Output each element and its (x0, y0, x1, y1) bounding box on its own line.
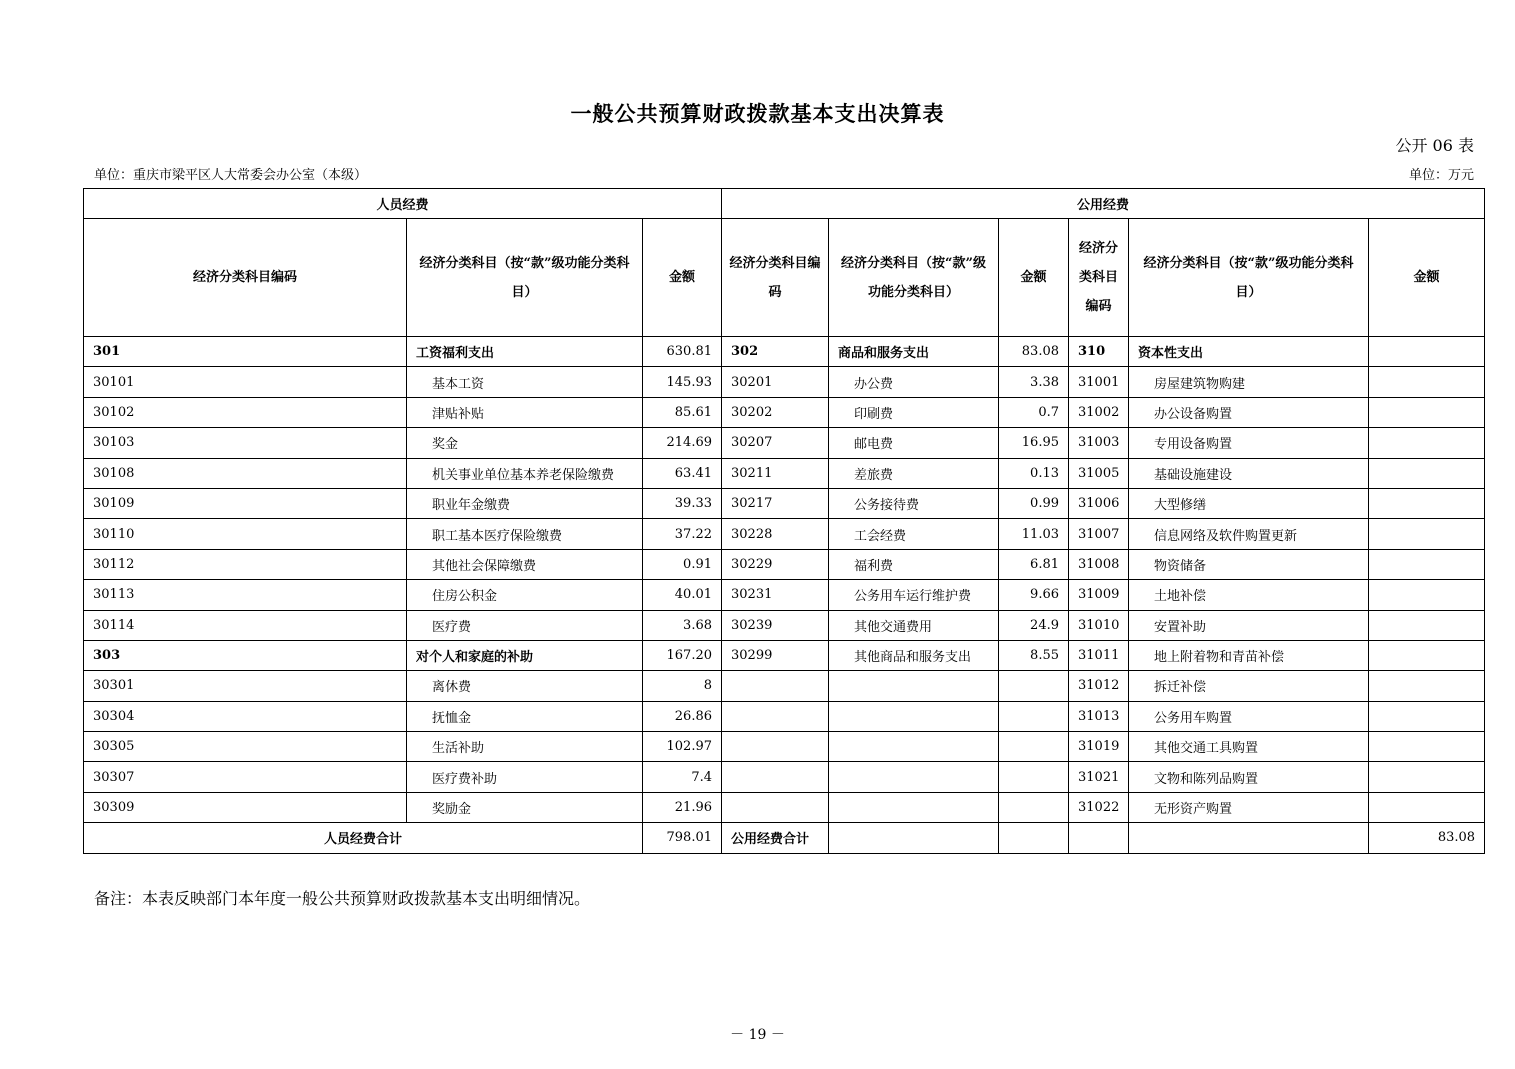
personnel-total-value: 798.01 (643, 823, 722, 853)
cell-name: 奖金 (407, 428, 643, 458)
cell-name-2: 福利费 (829, 549, 999, 579)
cell-amount-3 (1369, 337, 1485, 367)
cell-code: 30102 (84, 397, 407, 427)
cell-amount: 21.96 (643, 792, 722, 822)
page-title: 一般公共预算财政拨款基本支出决算表 (570, 101, 945, 126)
cell-amount-3 (1369, 549, 1485, 579)
cell-code: 30307 (84, 762, 407, 792)
cell-code-3: 31011 (1069, 640, 1129, 670)
cell-name: 基本工资 (407, 367, 643, 397)
cell-code: 30304 (84, 701, 407, 731)
cell-code-3: 31008 (1069, 549, 1129, 579)
cell-code-2: 30231 (722, 580, 829, 610)
cell-code-2 (722, 732, 829, 762)
cell-name-2: 公务用车运行维护费 (829, 580, 999, 610)
totals-row (84, 823, 1485, 853)
table-row (84, 640, 1485, 670)
cell-amount-2: 11.03 (999, 519, 1069, 549)
cell-name-3: 安置补助 (1129, 610, 1369, 640)
header-code: 经济分类科目编码 (84, 219, 407, 337)
cell-code: 30101 (84, 367, 407, 397)
cell-amount: 85.61 (643, 397, 722, 427)
cell-amount-3 (1369, 488, 1485, 518)
header-code-3: 经济分类科目编码 (1069, 219, 1129, 337)
cell-code-3: 31021 (1069, 762, 1129, 792)
table-row (84, 701, 1485, 731)
cell-name-3: 信息网络及软件购置更新 (1129, 519, 1369, 549)
cell-name-3: 物资储备 (1129, 549, 1369, 579)
cell-code-2: 302 (722, 337, 829, 367)
cell-name-2 (829, 732, 999, 762)
column-header-row (84, 219, 1485, 337)
cell-amount: 39.33 (643, 488, 722, 518)
cell-amount-2: 3.38 (999, 367, 1069, 397)
cell-name-3: 大型修缮 (1129, 488, 1369, 518)
table-row (84, 610, 1485, 640)
cell-amount-3 (1369, 458, 1485, 488)
cell-name-2: 差旅费 (829, 458, 999, 488)
cell-code-2: 30228 (722, 519, 829, 549)
cell-amount-2: 24.9 (999, 610, 1069, 640)
cell-code-3: 31010 (1069, 610, 1129, 640)
cell-amount-3 (1369, 397, 1485, 427)
cell-code: 30112 (84, 549, 407, 579)
personnel-total-label: 人员经费合计 (84, 823, 643, 853)
cell-code-2: 30201 (722, 367, 829, 397)
group-public: 公用经费 (722, 189, 1485, 219)
cell-code-2 (722, 792, 829, 822)
cell-code: 301 (84, 337, 407, 367)
cell-amount-2: 16.95 (999, 428, 1069, 458)
cell-amount-2 (999, 732, 1069, 762)
table-row (84, 549, 1485, 579)
cell-name-3: 专用设备购置 (1129, 428, 1369, 458)
table-row (84, 671, 1485, 701)
header-name-2: 经济分类科目（按“款”级功能分类科目） (829, 219, 999, 337)
cell-amount-2 (999, 701, 1069, 731)
cell-amount: 8 (643, 671, 722, 701)
cell-name: 离休费 (407, 671, 643, 701)
cell-code-2 (722, 762, 829, 792)
cell-name: 职业年金缴费 (407, 488, 643, 518)
unit-organization: 单位：重庆市梁平区人大常委会办公室（本级） (94, 168, 368, 183)
cell-code-2: 30202 (722, 397, 829, 427)
cell-name-2: 办公费 (829, 367, 999, 397)
cell-amount-2: 83.08 (999, 337, 1069, 367)
cell-name-3: 房屋建筑物购建 (1129, 367, 1369, 397)
table-row (84, 792, 1485, 822)
header-amount: 金额 (643, 219, 722, 337)
cell-amount-3 (1369, 762, 1485, 792)
cell-name: 医疗费 (407, 610, 643, 640)
cell-code-3: 31019 (1069, 732, 1129, 762)
unit-currency: 单位：万元 (1408, 168, 1474, 183)
cell-empty (999, 823, 1069, 853)
cell-empty (829, 823, 999, 853)
cell-amount-2: 6.81 (999, 549, 1069, 579)
expenditure-table (83, 188, 1485, 854)
cell-amount-2: 0.7 (999, 397, 1069, 427)
cell-code-3: 31022 (1069, 792, 1129, 822)
cell-code: 30301 (84, 671, 407, 701)
cell-amount-2 (999, 762, 1069, 792)
cell-name-2 (829, 762, 999, 792)
cell-code: 30103 (84, 428, 407, 458)
cell-name: 医疗费补助 (407, 762, 643, 792)
table-row (84, 397, 1485, 427)
group-header-row (84, 189, 1485, 219)
cell-code-3: 31001 (1069, 367, 1129, 397)
header-code-2: 经济分类科目编码 (722, 219, 829, 337)
cell-amount-2 (999, 792, 1069, 822)
cell-amount-2: 9.66 (999, 580, 1069, 610)
cell-amount-2: 8.55 (999, 640, 1069, 670)
cell-code-2: 30217 (722, 488, 829, 518)
cell-code-3: 31009 (1069, 580, 1129, 610)
cell-code: 30114 (84, 610, 407, 640)
cell-code-2 (722, 671, 829, 701)
cell-name: 其他社会保障缴费 (407, 549, 643, 579)
table-row (84, 519, 1485, 549)
cell-amount: 214.69 (643, 428, 722, 458)
table-row (84, 337, 1485, 367)
cell-code-3: 31002 (1069, 397, 1129, 427)
cell-code: 30108 (84, 458, 407, 488)
cell-amount-2 (999, 671, 1069, 701)
cell-amount: 40.01 (643, 580, 722, 610)
cell-amount-2: 0.13 (999, 458, 1069, 488)
cell-name-3: 土地补偿 (1129, 580, 1369, 610)
cell-name-3: 公务用车购置 (1129, 701, 1369, 731)
cell-amount-3 (1369, 732, 1485, 762)
cell-name-3: 拆迁补偿 (1129, 671, 1369, 701)
header-name: 经济分类科目（按“款”级功能分类科目） (407, 219, 643, 337)
cell-code-3: 310 (1069, 337, 1129, 367)
cell-name-3: 基础设施建设 (1129, 458, 1369, 488)
cell-name: 津贴补贴 (407, 397, 643, 427)
cell-name: 对个人和家庭的补助 (407, 640, 643, 670)
cell-name: 抚恤金 (407, 701, 643, 731)
cell-code-3: 31005 (1069, 458, 1129, 488)
cell-code: 30109 (84, 488, 407, 518)
cell-code-3: 31003 (1069, 428, 1129, 458)
header-amount-3: 金额 (1369, 219, 1485, 337)
form-number: 公开 06 表 (1395, 136, 1474, 155)
cell-name: 生活补助 (407, 732, 643, 762)
cell-empty (1129, 823, 1369, 853)
cell-code-2: 30299 (722, 640, 829, 670)
cell-amount: 630.81 (643, 337, 722, 367)
cell-amount-3 (1369, 519, 1485, 549)
public-total-label: 公用经费合计 (722, 823, 829, 853)
cell-amount-3 (1369, 367, 1485, 397)
cell-amount-3 (1369, 580, 1485, 610)
cell-name-2: 工会经费 (829, 519, 999, 549)
cell-name-2: 商品和服务支出 (829, 337, 999, 367)
cell-code: 30110 (84, 519, 407, 549)
table-row (84, 458, 1485, 488)
cell-amount: 3.68 (643, 610, 722, 640)
table-row (84, 762, 1485, 792)
cell-name: 奖励金 (407, 792, 643, 822)
cell-name: 职工基本医疗保险缴费 (407, 519, 643, 549)
cell-name: 工资福利支出 (407, 337, 643, 367)
cell-name: 机关事业单位基本养老保险缴费 (407, 458, 643, 488)
cell-amount-3 (1369, 428, 1485, 458)
cell-code: 303 (84, 640, 407, 670)
cell-code-3: 31013 (1069, 701, 1129, 731)
cell-name-2: 公务接待费 (829, 488, 999, 518)
cell-amount-3 (1369, 610, 1485, 640)
group-personnel: 人员经费 (84, 189, 722, 219)
table-row (84, 580, 1485, 610)
cell-amount-3 (1369, 671, 1485, 701)
footnote: 备注：本表反映部门本年度一般公共预算财政拨款基本支出明细情况。 (94, 889, 591, 908)
header-amount-2: 金额 (999, 219, 1069, 337)
cell-amount-3 (1369, 640, 1485, 670)
cell-name-2 (829, 701, 999, 731)
cell-name-3: 其他交通工具购置 (1129, 732, 1369, 762)
cell-name-3: 文物和陈列品购置 (1129, 762, 1369, 792)
cell-name-2: 其他商品和服务支出 (829, 640, 999, 670)
cell-name-2: 邮电费 (829, 428, 999, 458)
cell-name-3: 地上附着物和青苗补偿 (1129, 640, 1369, 670)
cell-name-3: 资本性支出 (1129, 337, 1369, 367)
cell-amount-2: 0.99 (999, 488, 1069, 518)
page-number: － 19 － (730, 1027, 785, 1043)
cell-name-2: 其他交通费用 (829, 610, 999, 640)
cell-amount: 7.4 (643, 762, 722, 792)
table-row (84, 488, 1485, 518)
public-total-value: 83.08 (1369, 823, 1485, 853)
table-row (84, 367, 1485, 397)
cell-name-2: 印刷费 (829, 397, 999, 427)
cell-code-2: 30229 (722, 549, 829, 579)
cell-name-2 (829, 792, 999, 822)
cell-amount: 63.41 (643, 458, 722, 488)
cell-amount: 167.20 (643, 640, 722, 670)
cell-amount: 102.97 (643, 732, 722, 762)
cell-code-2: 30239 (722, 610, 829, 640)
cell-code-2: 30207 (722, 428, 829, 458)
cell-name: 住房公积金 (407, 580, 643, 610)
header-name-3: 经济分类科目（按“款”级功能分类科目） (1129, 219, 1369, 337)
cell-code: 30309 (84, 792, 407, 822)
cell-name-2 (829, 671, 999, 701)
cell-name-3: 无形资产购置 (1129, 792, 1369, 822)
cell-code: 30113 (84, 580, 407, 610)
cell-amount: 0.91 (643, 549, 722, 579)
cell-amount-3 (1369, 701, 1485, 731)
cell-amount: 26.86 (643, 701, 722, 731)
cell-code-3: 31012 (1069, 671, 1129, 701)
cell-amount-3 (1369, 792, 1485, 822)
cell-name-3: 办公设备购置 (1129, 397, 1369, 427)
cell-code-3: 31006 (1069, 488, 1129, 518)
table-row (84, 732, 1485, 762)
table-row (84, 428, 1485, 458)
cell-empty (1069, 823, 1129, 853)
cell-amount: 37.22 (643, 519, 722, 549)
cell-amount: 145.93 (643, 367, 722, 397)
cell-code-3: 31007 (1069, 519, 1129, 549)
cell-code: 30305 (84, 732, 407, 762)
cell-code-2: 30211 (722, 458, 829, 488)
cell-code-2 (722, 701, 829, 731)
